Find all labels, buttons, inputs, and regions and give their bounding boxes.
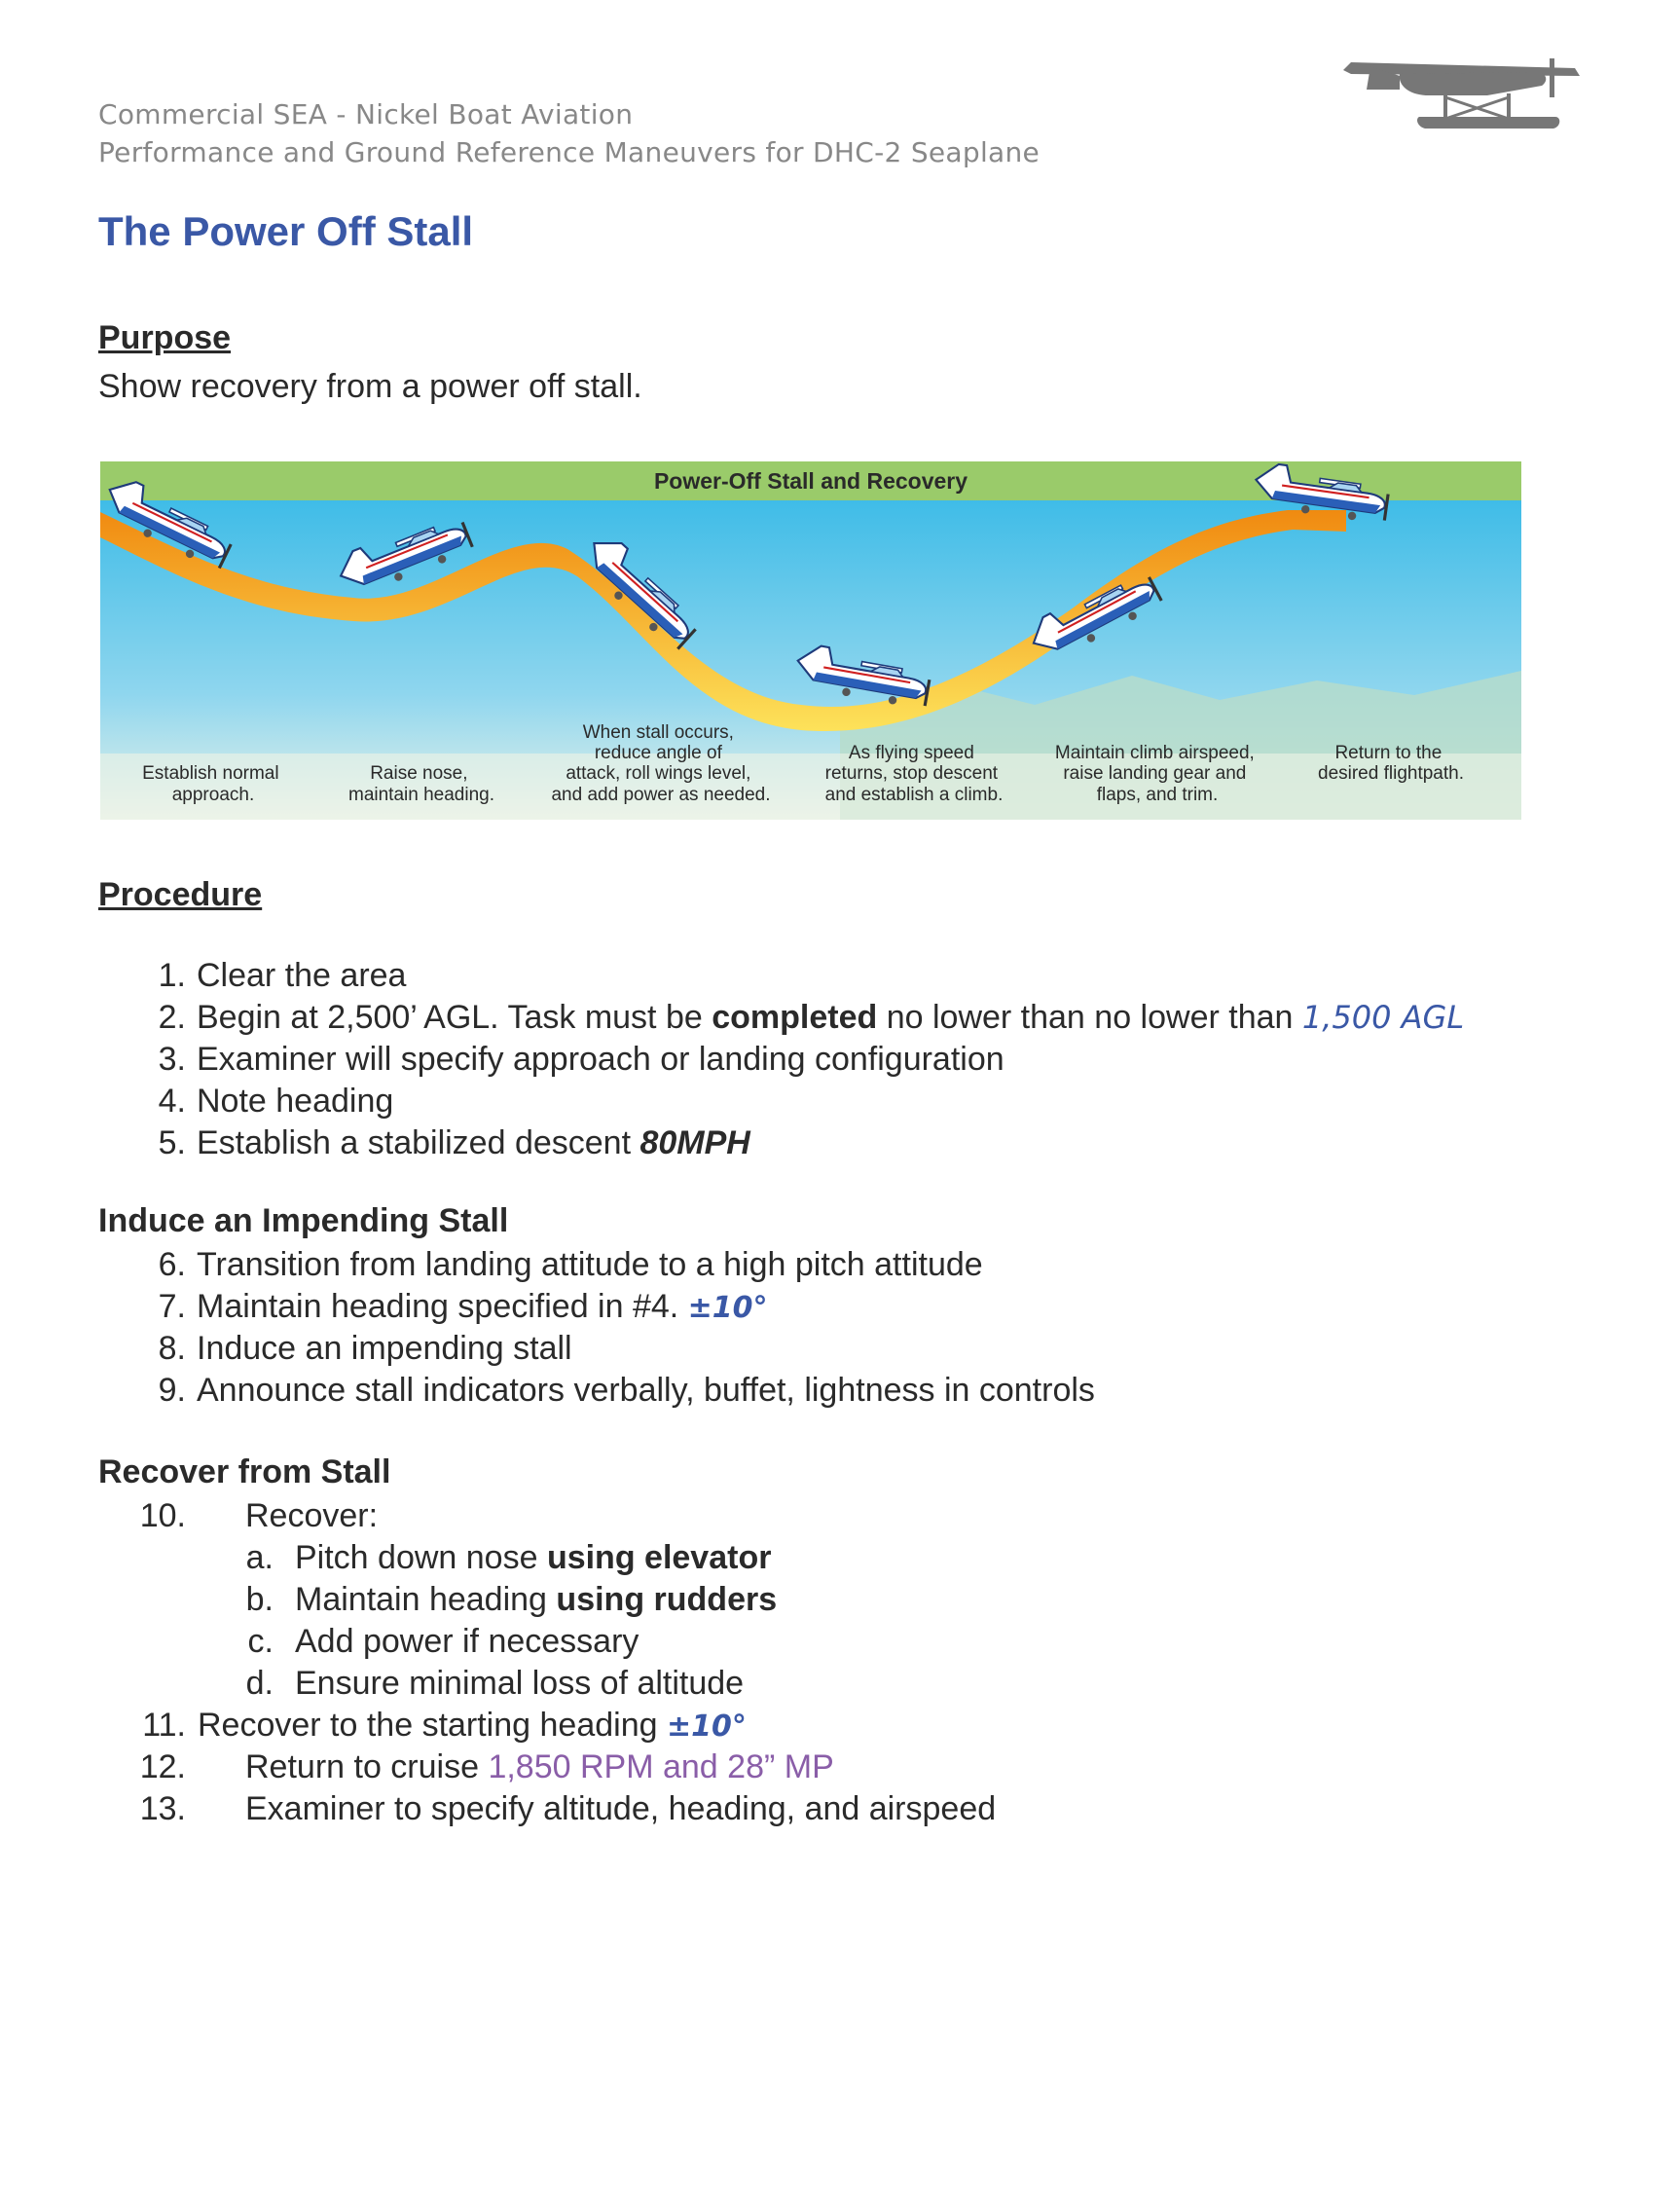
figure-title: Power-Off Stall and Recovery	[653, 468, 968, 494]
caption-1: Establish normal approach.	[142, 763, 279, 805]
caption-3: When stall occurs, reduce angle of attack, roll wings level, and add power as needed.	[551, 722, 771, 805]
seaplane-logo-icon	[1341, 51, 1585, 144]
impending-stall-heading: Induce an Impending Stall	[98, 1202, 509, 1239]
recover-stall-heading: Recover from Stall	[98, 1453, 391, 1490]
page-title: The Power Off Stall	[98, 208, 474, 254]
caption-4: As flying speed returns, stop descent and establish a climb.	[824, 743, 1004, 805]
header-line-2: Performance and Ground Reference Maneuvers for DHC-2 Seaplane	[98, 136, 1041, 168]
min-altitude-value: 1,500 AGL	[1301, 999, 1465, 1036]
power-off-stall-illustration	[100, 461, 1521, 820]
procedure-heading: Procedure	[98, 876, 263, 913]
descent-speed-value: 80MPH	[639, 1124, 750, 1161]
heading-tolerance-value: ±10°	[687, 1291, 768, 1325]
caption-5: Maintain climb airspeed, raise landing gear and flaps, and trim.	[1054, 743, 1255, 805]
purpose-text: Show recovery from a power off stall.	[98, 368, 642, 405]
document-header	[98, 95, 1040, 171]
caption-6: Return to the desired flightpath.	[1318, 743, 1464, 784]
cruise-setting-value: 1,850 RPM and 28” MP	[488, 1748, 834, 1785]
heading-tolerance-value: ±10°	[666, 1710, 747, 1744]
header-line-1: Commercial SEA - Nickel Boat Aviation	[98, 98, 634, 130]
caption-2: Raise nose, maintain heading.	[348, 763, 494, 805]
purpose-heading: Purpose	[98, 319, 232, 356]
